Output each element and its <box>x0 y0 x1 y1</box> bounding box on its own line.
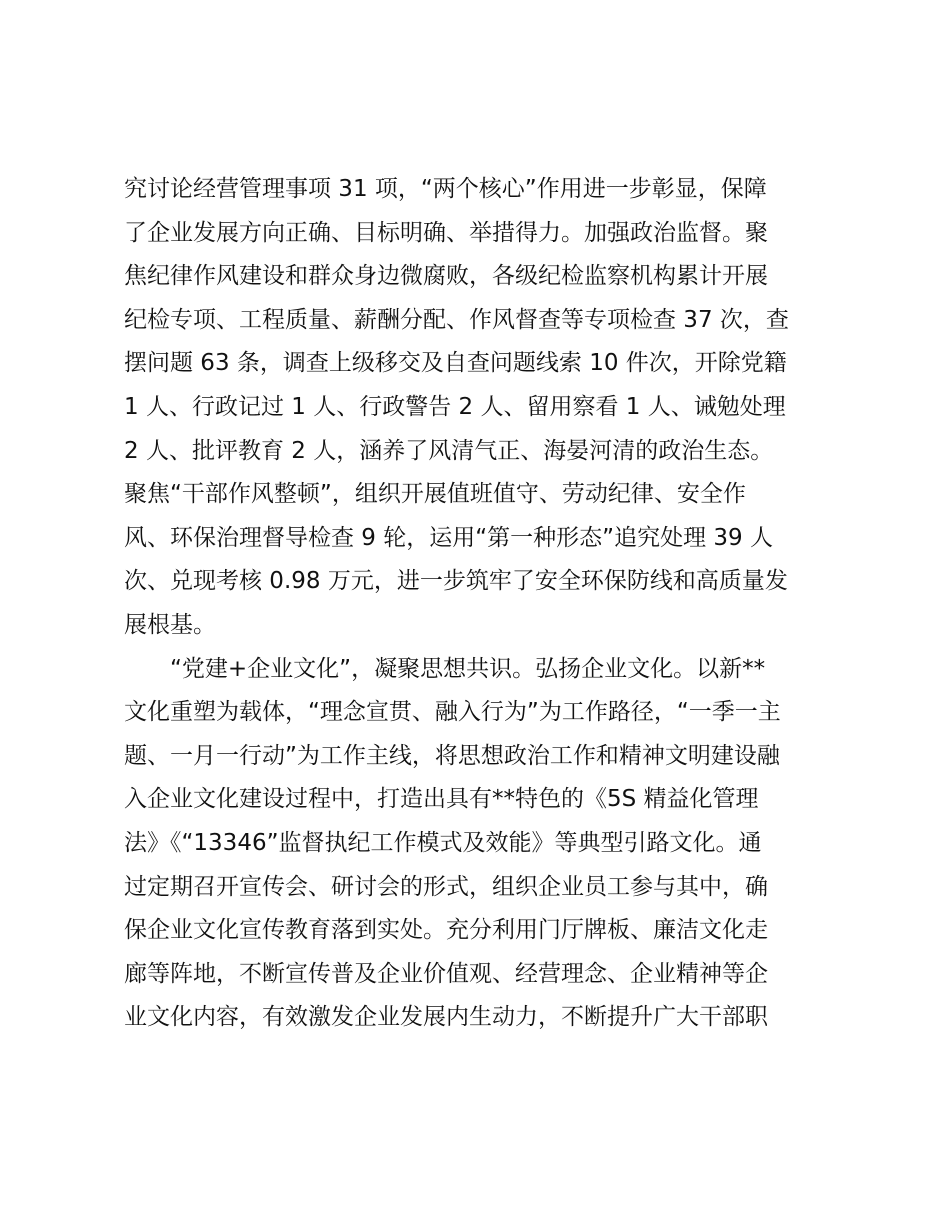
text-line: 摆问题 63 条，调查上级移交及自查问题线索 10 件次，开除党籍 <box>124 350 787 377</box>
text-line: 廊等阵地，不断宣传普及企业价值观、经营理念、企业精神等企 <box>124 960 768 987</box>
text-line: 保企业文化宣传教育落到实处。充分利用门厅牌板、廉洁文化走 <box>124 917 768 944</box>
text-line: 聚焦“干部作风整顿”，组织开展值班值守、劳动纪律、安全作 <box>124 481 746 508</box>
body-text <box>124 168 844 1040</box>
text-line: 究讨论经营管理事项 31 项，“两个核心”作用进一步彰显，保障 <box>124 176 767 202</box>
text-line: 风、环保治理督导检查 9 轮，运用“第一种形态”追究处理 39 人 <box>124 524 773 551</box>
text-line: 过定期召开宣传会、研讨会的形式，组织企业员工参与其中，确 <box>124 873 768 900</box>
text-line: 业文化内容，有效激发企业发展内生动力，不断提升广大干部职 <box>124 1004 768 1031</box>
text-line: 纪检专项、工程质量、薪酬分配、作风督查等专项检查 37 次，查 <box>124 306 789 333</box>
text-line: 文化重塑为载体，“理念宣贯、融入行为”为工作路径，“一季一主 <box>124 699 781 726</box>
text-line: 展根基。 <box>124 611 216 638</box>
text-line: 题、一月一行动”为工作主线，将思想政治工作和精神文明建设融 <box>124 742 780 769</box>
text-line: 了企业发展方向正确、目标明确、举措得力。加强政治监督。聚 <box>124 219 768 246</box>
text-line: 2 人、批评教育 2 人，涵养了风清气正、海晏河清的政治生态。 <box>124 437 774 464</box>
text-line: 法》《“13346”监督执纪工作模式及效能》等典型引路文化。通 <box>124 829 762 856</box>
text-line: 入企业文化建设过程中，打造出具有**特色的《5S 精益化管理 <box>124 786 759 813</box>
paragraph-start-line: “党建+企业文化”，凝聚思想共识。弘扬企业文化。以新** <box>170 655 766 682</box>
text-line: 次、兑现考核 0.98 万元，进一步筑牢了安全环保防线和高质量发 <box>124 568 788 595</box>
text-line: 焦纪律作风建设和群众身边微腐败，各级纪检监察机构累计开展 <box>124 263 768 290</box>
text-line: 1 人、行政记过 1 人、行政警告 2 人、留用察看 1 人、诫勉处理 <box>124 393 786 420</box>
